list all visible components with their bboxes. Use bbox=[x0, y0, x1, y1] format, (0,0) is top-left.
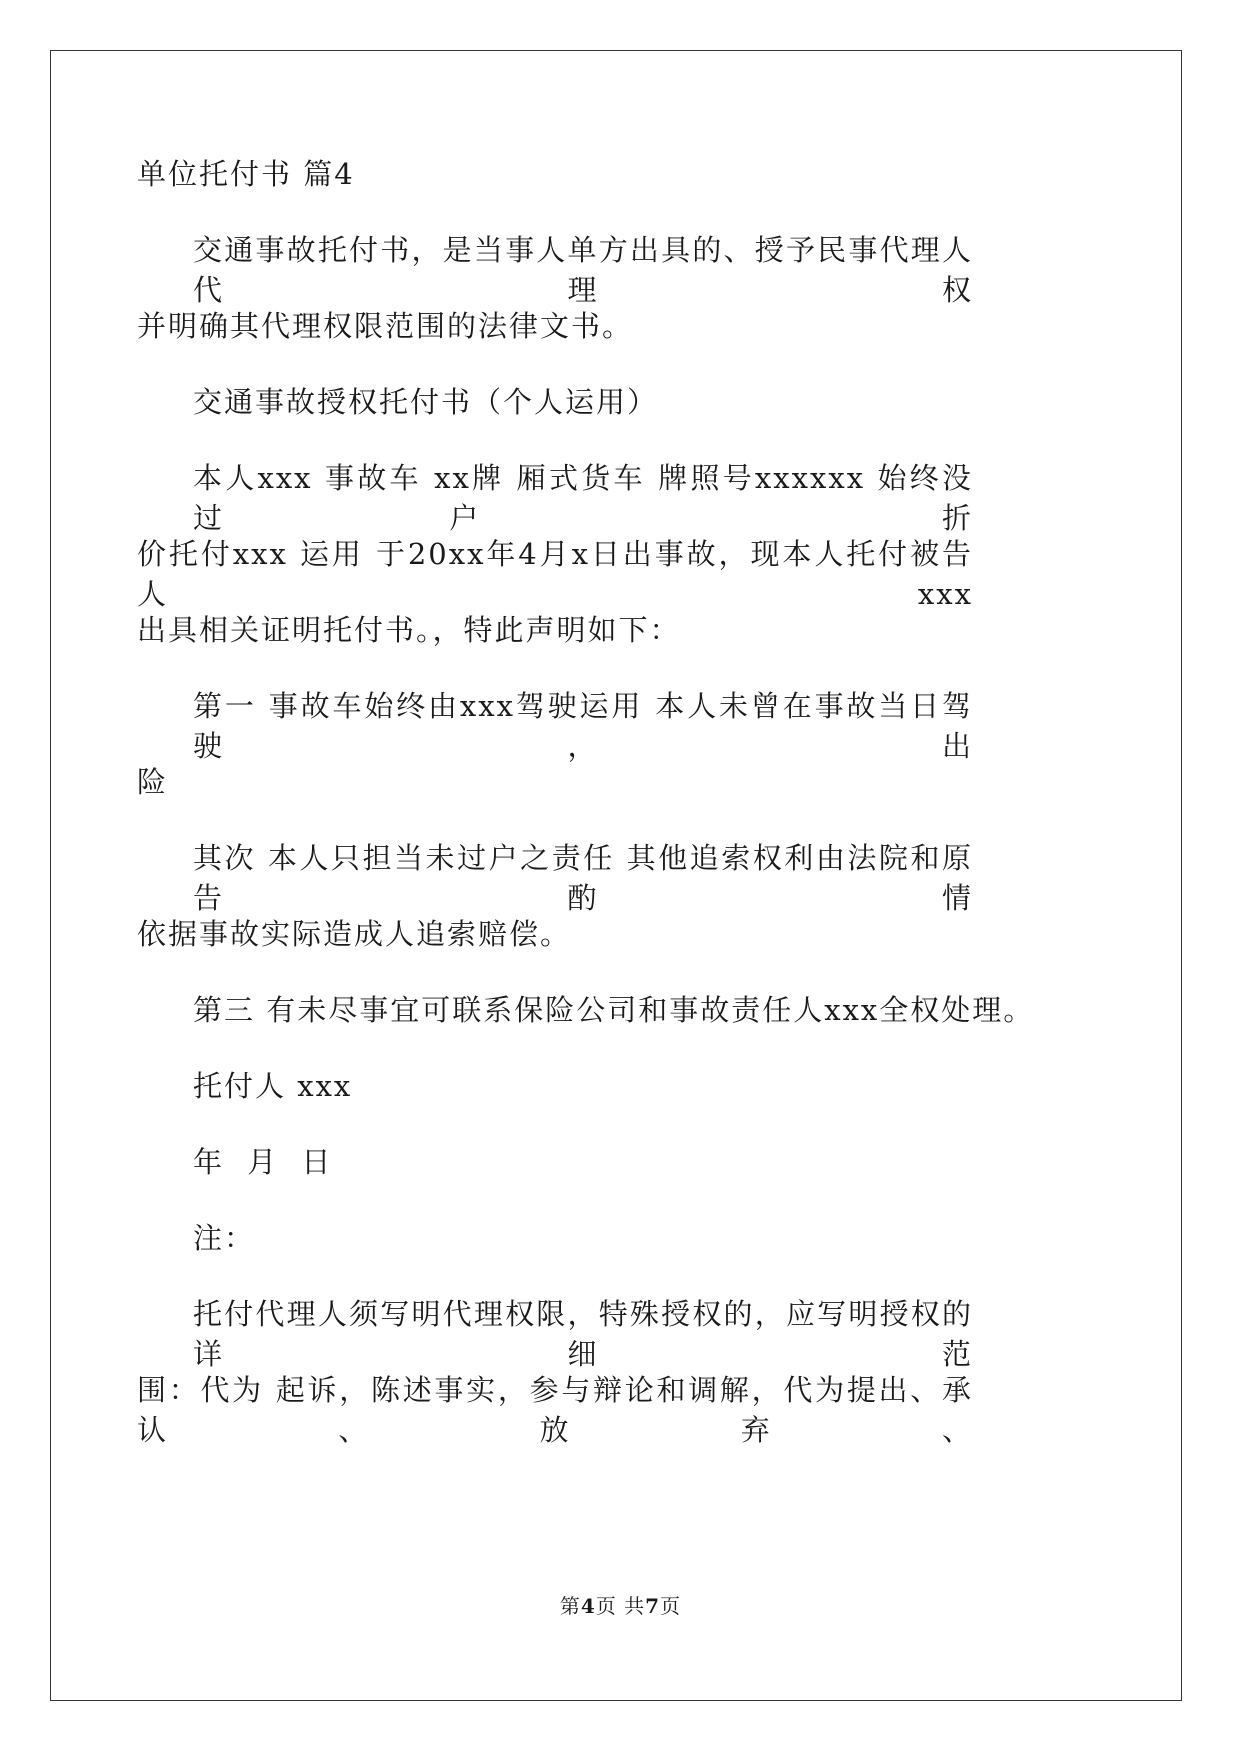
footer-suffix: 页 bbox=[660, 1594, 682, 1618]
total-page-number: 7 bbox=[645, 1594, 661, 1618]
current-page-number: 4 bbox=[580, 1594, 596, 1618]
page-footer bbox=[0, 1593, 1241, 1619]
footer-middle: 页 共 bbox=[595, 1594, 646, 1618]
footer-prefix: 第 bbox=[559, 1594, 581, 1618]
